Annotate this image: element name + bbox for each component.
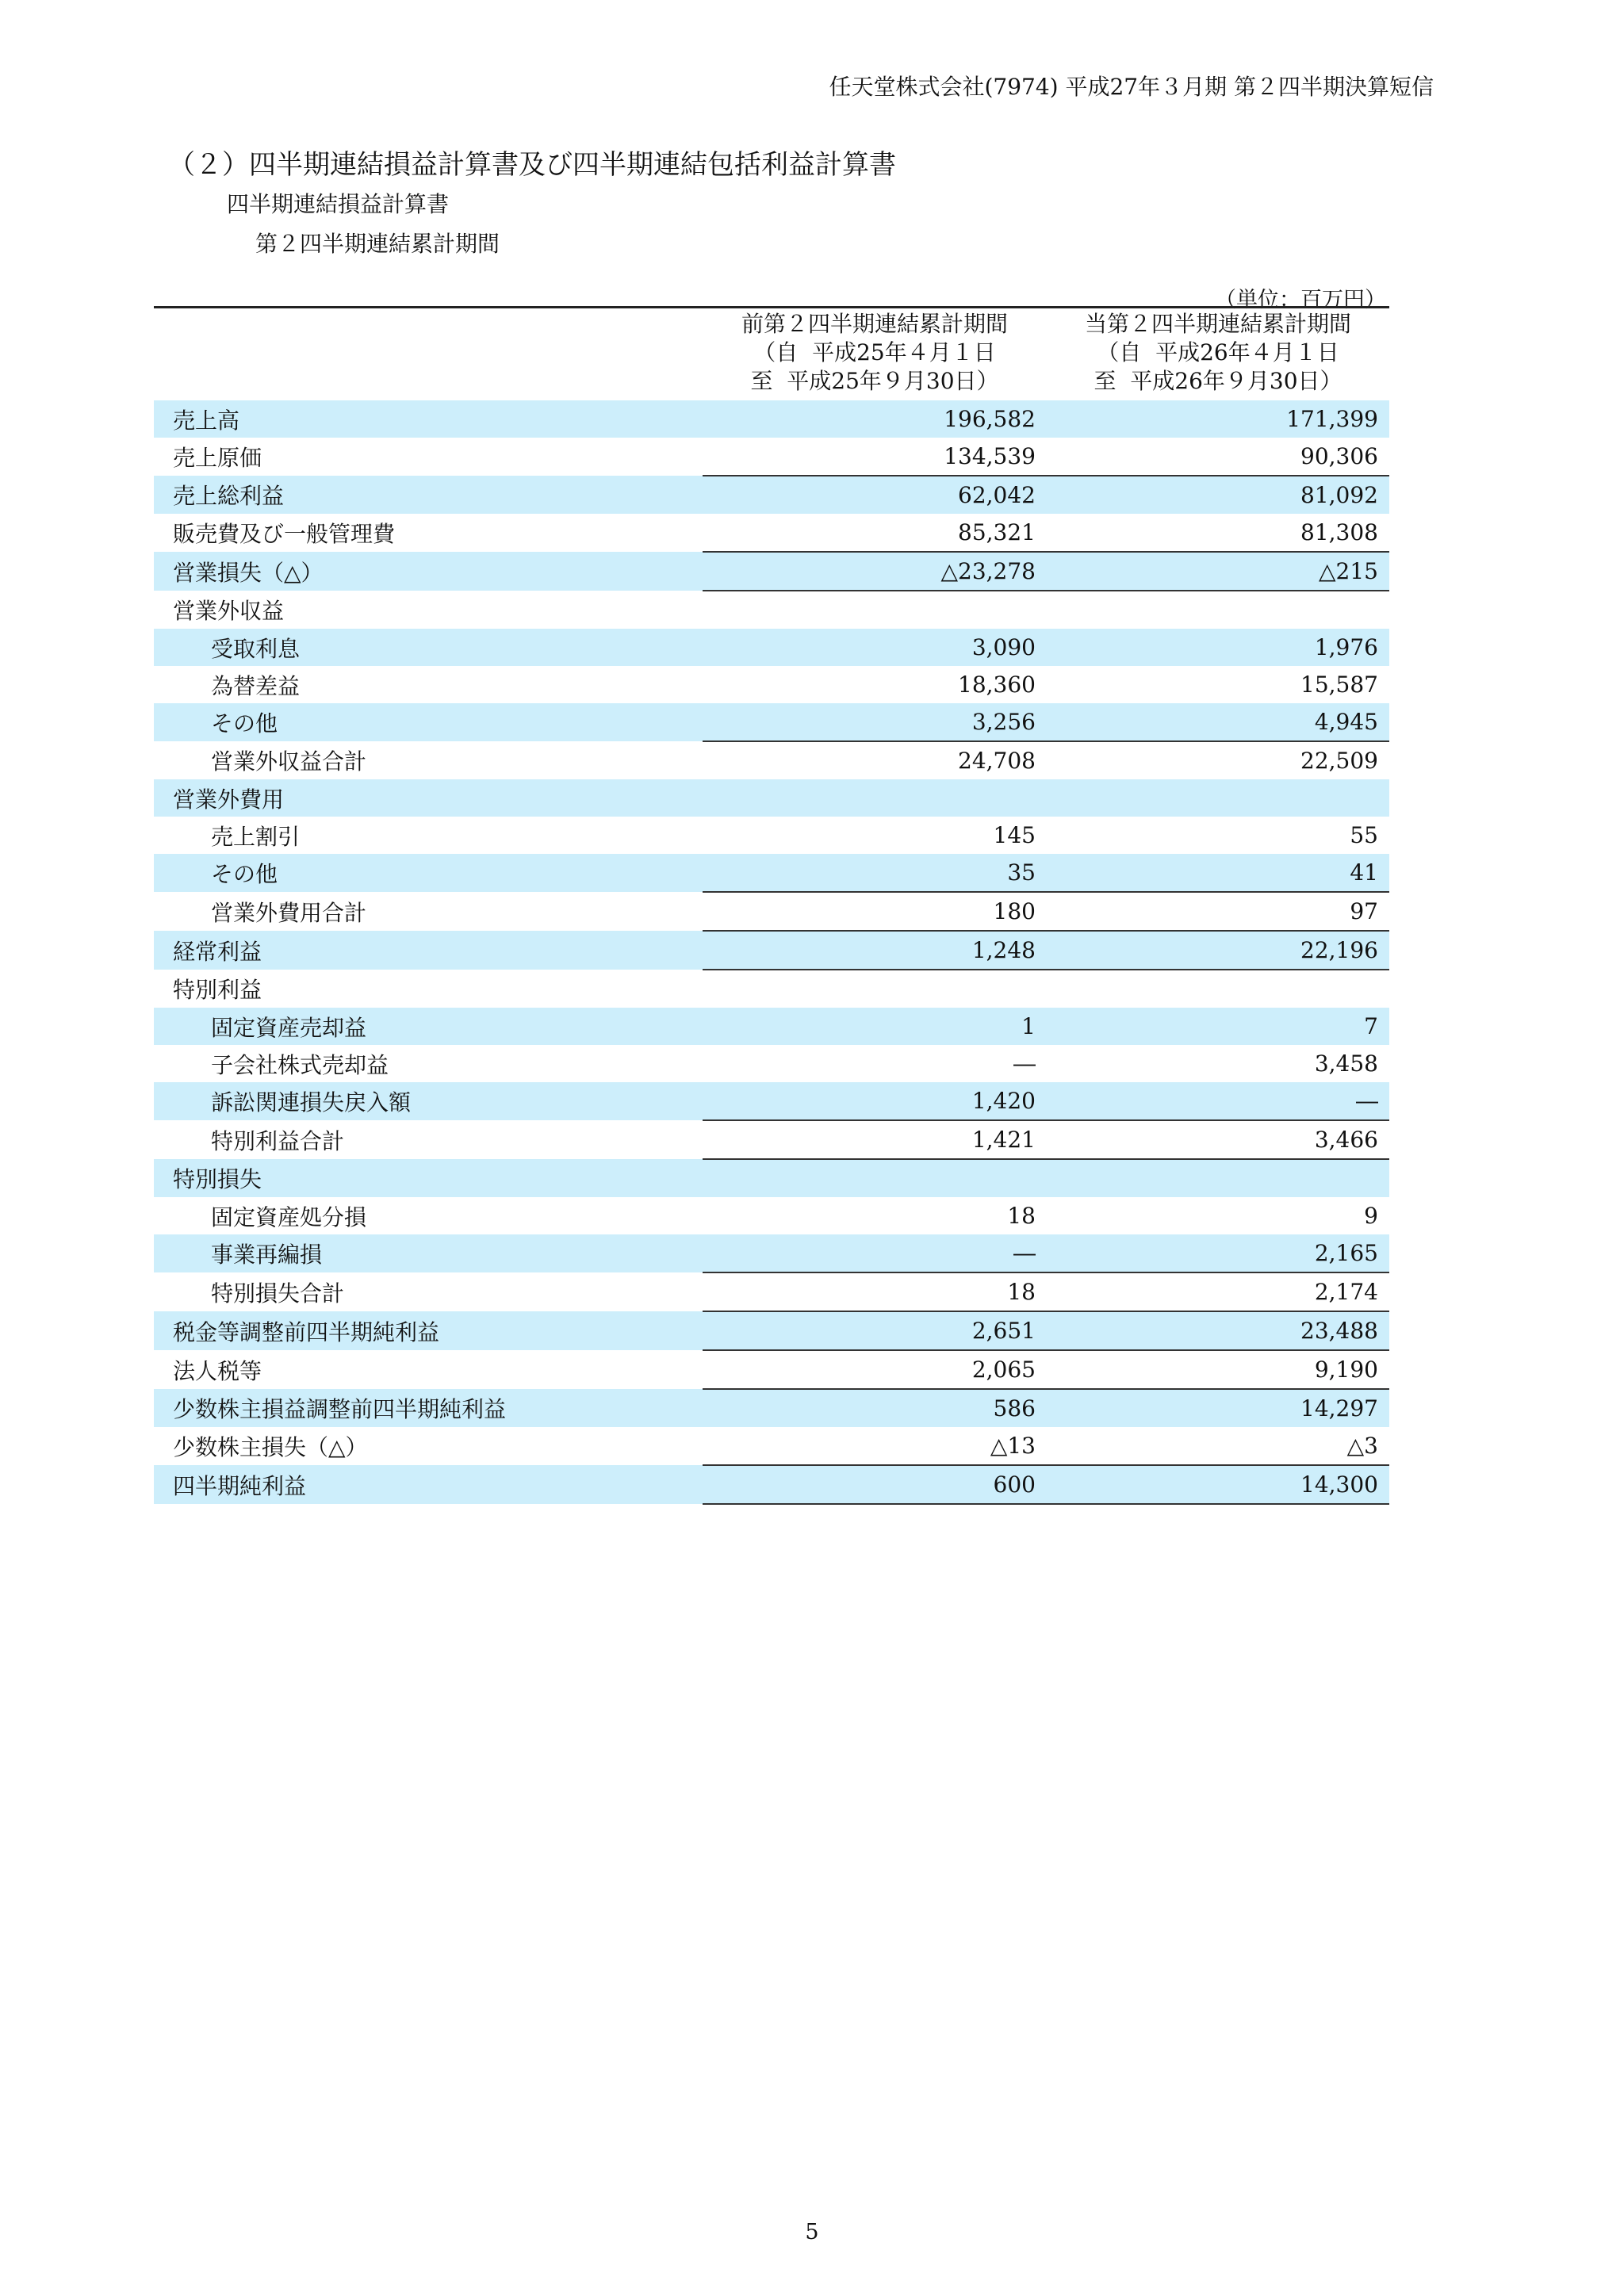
table-header-row [154, 308, 1389, 401]
prev-period-value: △13 [990, 1433, 1036, 1459]
prev-period-value: 2,651 [703, 1311, 1047, 1350]
curr-period-value: 81,092 [1047, 476, 1389, 514]
curr-period-from: （自 平成26年４月１日 [1097, 339, 1339, 365]
prev-period-value: 1,420 [703, 1082, 1047, 1120]
table-row [154, 1350, 1389, 1389]
prev-period-from: （自 平成25年４月１日 [753, 339, 996, 365]
table-row [154, 703, 1389, 741]
table-row [154, 629, 1389, 666]
curr-period-value: 3,458 [1314, 1050, 1378, 1077]
table-row [154, 1311, 1389, 1350]
row-label: 為替差益 [211, 672, 301, 699]
prev-period-value: 1,248 [703, 931, 1047, 970]
prev-period-value: 2,065 [703, 1350, 1047, 1389]
row-label: 営業外費用合計 [211, 899, 367, 926]
row-label: 売上割引 [211, 823, 301, 850]
prev-period-value: ― [703, 1234, 1047, 1272]
period-title: 第２四半期連結累計期間 [255, 231, 500, 257]
curr-period-value: 22,196 [1047, 931, 1389, 970]
curr-period-value [1047, 779, 1389, 817]
table-row [154, 552, 1389, 591]
prev-period-value [703, 1159, 1047, 1197]
curr-period-value: 1,976 [1047, 629, 1389, 666]
curr-period-value: 9 [1364, 1203, 1378, 1229]
curr-period-value: 171,399 [1047, 400, 1389, 438]
table-row [154, 1008, 1389, 1045]
curr-period-value [1047, 970, 1389, 1008]
table-row [154, 1045, 1389, 1082]
row-label: 販売費及び一般管理費 [173, 521, 396, 547]
curr-period-value: 55 [1350, 822, 1378, 848]
row-label: その他 [154, 703, 703, 741]
table-row [154, 1389, 1389, 1427]
prev-period-value [703, 970, 1047, 1008]
curr-period-value: 15,587 [1300, 672, 1378, 698]
curr-period-to: 至 平成26年９月30日） [1094, 368, 1342, 394]
row-label: 子会社株式売却益 [211, 1051, 389, 1078]
income-statement-table [154, 306, 1389, 1505]
page-header: 任天堂株式会社(7974) 平成27年３月期 第２四半期決算短信 [829, 74, 1434, 100]
table-row [154, 854, 1389, 892]
table-row [154, 1465, 1389, 1504]
row-label: 事業再編損 [154, 1234, 703, 1272]
prev-period-column-header [703, 308, 1047, 401]
curr-period-value: 23,488 [1047, 1311, 1389, 1350]
row-label: 特別損失合計 [211, 1280, 345, 1307]
curr-period-title: 当第２四半期連結累計期間 [1084, 311, 1351, 337]
table-row [154, 970, 1389, 1008]
curr-period-value: 2,165 [1047, 1234, 1389, 1272]
table-row [154, 1272, 1389, 1311]
prev-period-value: 145 [993, 822, 1036, 848]
prev-period-value: △23,278 [703, 552, 1047, 591]
curr-period-value: 7 [1047, 1008, 1389, 1045]
row-label: 営業外収益 [173, 598, 285, 624]
prev-period-value: 1 [703, 1008, 1047, 1045]
prev-period-value: 180 [703, 892, 1047, 931]
prev-period-value: 3,256 [703, 703, 1047, 741]
prev-period-value: 18,360 [958, 672, 1036, 698]
table-row [154, 1082, 1389, 1120]
table-row [154, 779, 1389, 817]
table-row [154, 1234, 1389, 1272]
prev-period-value: 35 [703, 854, 1047, 892]
row-label: 法人税等 [173, 1357, 262, 1384]
prev-period-value: 18 [1007, 1203, 1036, 1229]
table-body [154, 400, 1389, 1504]
table-row [154, 514, 1389, 552]
table-row [154, 817, 1389, 854]
prev-period-value [703, 779, 1047, 817]
row-label: 少数株主損益調整前四半期純利益 [154, 1389, 703, 1427]
table-row [154, 400, 1389, 438]
prev-period-to: 至 平成25年９月30日） [750, 368, 999, 394]
row-label: 特別利益合計 [211, 1127, 345, 1154]
curr-period-value: 14,297 [1047, 1389, 1389, 1427]
table-row [154, 1120, 1389, 1159]
prev-period-value [703, 591, 1047, 629]
curr-period-value: 22,509 [1047, 741, 1389, 779]
row-label: 売上総利益 [154, 476, 703, 514]
row-label: 営業外費用 [154, 779, 703, 817]
curr-period-value [1047, 591, 1389, 629]
page-number: 5 [805, 2220, 819, 2244]
curr-period-value: 4,945 [1047, 703, 1389, 741]
curr-period-value: 81,308 [1300, 519, 1378, 545]
table-row [154, 931, 1389, 970]
curr-period-value: 9,190 [1047, 1350, 1389, 1389]
prev-period-value: 3,090 [703, 629, 1047, 666]
table-row [154, 1197, 1389, 1234]
prev-period-value: 600 [703, 1465, 1047, 1504]
curr-period-value: 3,466 [1047, 1120, 1389, 1159]
prev-period-value: 24,708 [703, 741, 1047, 779]
label-column-header [154, 308, 703, 401]
statement-subtitle: 四半期連結損益計算書 [227, 191, 450, 217]
row-label: 受取利息 [154, 629, 703, 666]
table-row [154, 1159, 1389, 1197]
row-label: 固定資産処分損 [211, 1203, 367, 1230]
row-label: 特別利益 [173, 977, 262, 1003]
unit-label: （単位：百万円） [1215, 288, 1386, 312]
curr-period-value: 14,300 [1047, 1465, 1389, 1504]
prev-period-value: 134,539 [944, 443, 1036, 469]
table-row [154, 591, 1389, 629]
prev-period-value: 196,582 [703, 400, 1047, 438]
row-label: 四半期純利益 [154, 1465, 703, 1504]
prev-period-value: 18 [703, 1272, 1047, 1311]
curr-period-value: △3 [1346, 1433, 1378, 1459]
row-label: 営業損失（△） [154, 552, 703, 591]
curr-period-value: △215 [1047, 552, 1389, 591]
curr-period-value: 90,306 [1300, 443, 1378, 469]
row-label: 税金等調整前四半期純利益 [154, 1311, 703, 1350]
row-label: 訴訟関連損失戻入額 [154, 1082, 703, 1120]
row-label: 少数株主損失（△） [173, 1434, 368, 1460]
prev-period-value: 85,321 [958, 519, 1036, 545]
row-label: 売上高 [154, 400, 703, 438]
curr-period-value [1047, 1159, 1389, 1197]
curr-period-value: 41 [1047, 854, 1389, 892]
row-label: 固定資産売却益 [154, 1008, 703, 1045]
row-label: 特別損失 [154, 1159, 703, 1197]
prev-period-title: 前第２四半期連結累計期間 [741, 311, 1008, 337]
table-row [154, 476, 1389, 514]
table-row [154, 438, 1389, 476]
section-title: （２）四半期連結損益計算書及び四半期連結包括利益計算書 [168, 149, 896, 181]
table-row [154, 666, 1389, 703]
prev-period-value: 1,421 [703, 1120, 1047, 1159]
prev-period-value: 586 [703, 1389, 1047, 1427]
table-row [154, 1427, 1389, 1465]
row-label: 営業外収益合計 [211, 748, 367, 775]
curr-period-value: ― [1047, 1082, 1389, 1120]
curr-period-value: 2,174 [1047, 1272, 1389, 1311]
row-label: その他 [154, 854, 703, 892]
row-label: 経常利益 [154, 931, 703, 970]
row-label: 売上原価 [173, 445, 262, 471]
curr-period-column-header [1047, 308, 1389, 401]
curr-period-value: 97 [1047, 892, 1389, 931]
prev-period-value: 62,042 [703, 476, 1047, 514]
table-row [154, 892, 1389, 931]
table-row [154, 741, 1389, 779]
prev-period-value: ― [1013, 1050, 1036, 1077]
